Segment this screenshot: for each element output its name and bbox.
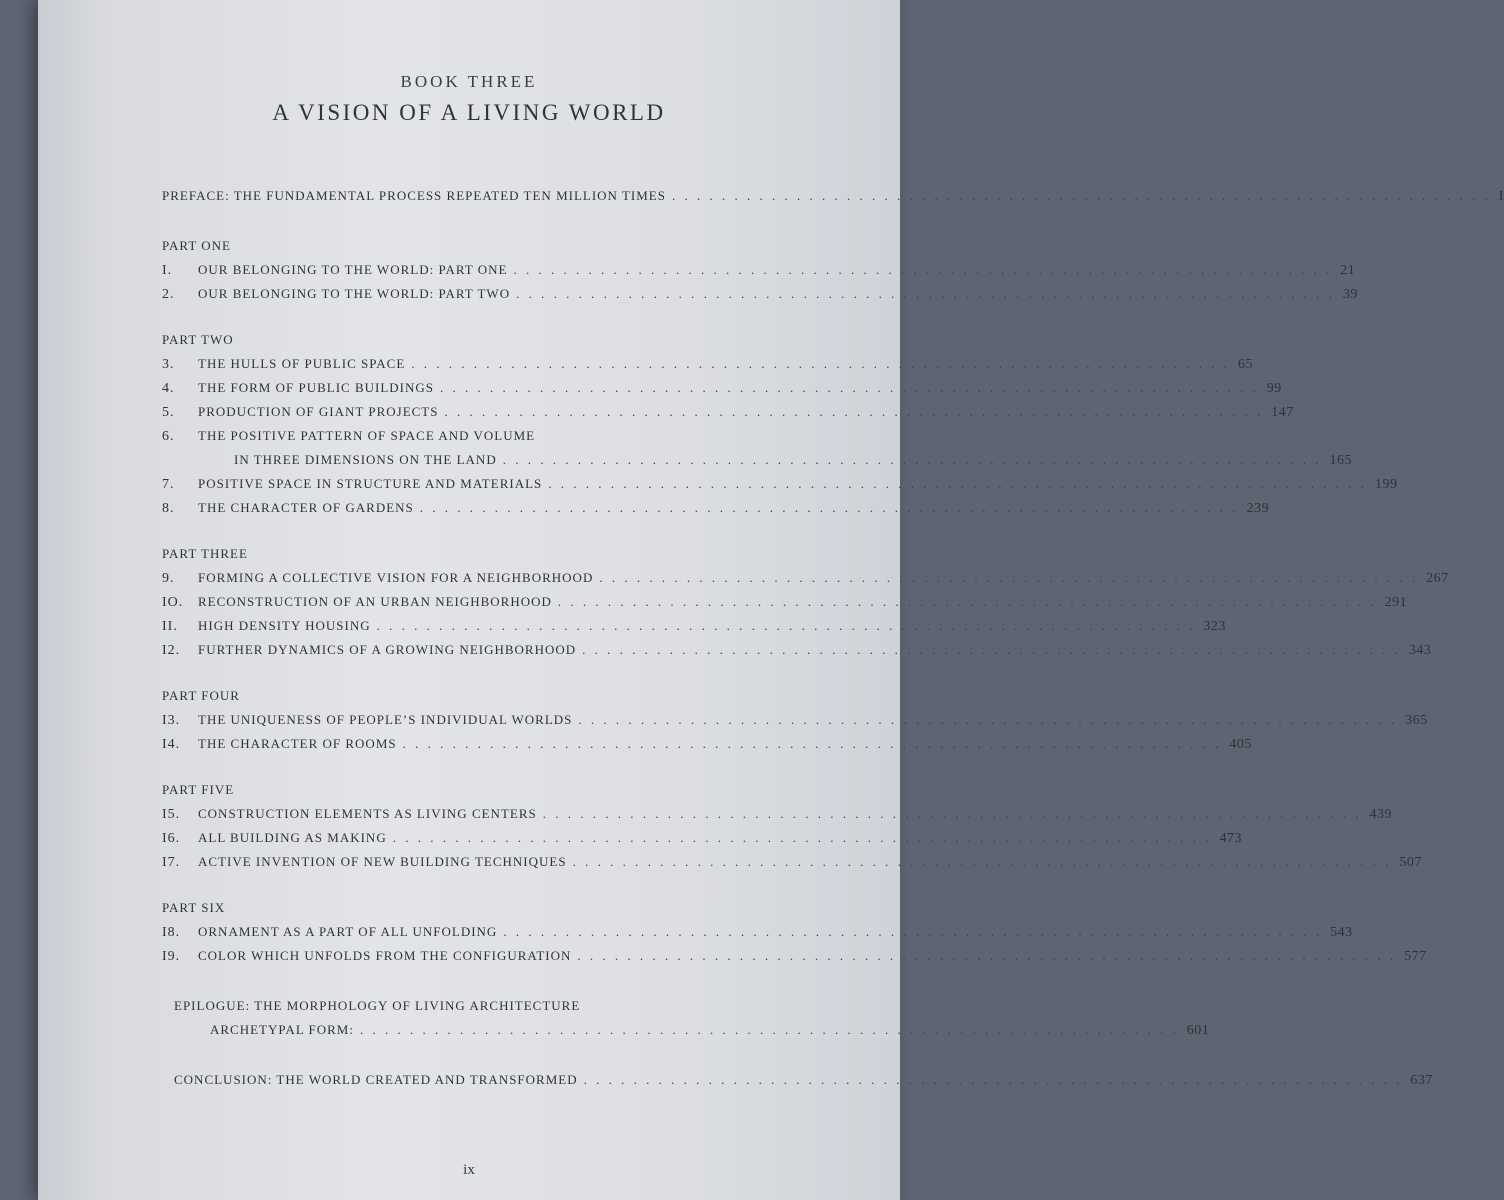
toc-entry-page: 65	[1238, 357, 1254, 372]
toc-entry-page: 39	[1342, 287, 1358, 302]
chapter-number: 2.	[162, 287, 175, 302]
toc-entry	[162, 638, 1432, 662]
toc-entry-title: CONCLUSION: THE WORLD CREATED AND TRANSFORMED	[174, 1072, 578, 1087]
toc-entry-title: EPILOGUE: THE MORPHOLOGY OF LIVING ARCHITECTURE	[174, 998, 581, 1013]
toc-entry-page: 323	[1203, 619, 1226, 634]
toc-entry-title: OUR BELONGING TO THE WORLD: PART ONE	[198, 262, 508, 277]
chapter-number: 6.	[162, 429, 175, 444]
chapter-number: I5.	[162, 807, 181, 822]
part-heading: PART FIVE	[162, 782, 235, 797]
toc-entry	[162, 708, 1428, 732]
toc-entry-title: ACTIVE INVENTION OF NEW BUILDING TECHNIQUES	[198, 854, 567, 869]
dot-leader	[510, 282, 1335, 306]
toc-entry-title: HIGH DENSITY HOUSING	[198, 618, 371, 633]
toc-entry	[162, 496, 1270, 520]
toc-entry-title: FURTHER DYNAMICS OF A GROWING NEIGHBORHOOD	[198, 642, 577, 657]
toc-entry-title: FORMING A COLLECTIVE VISION FOR A NEIGHBORHOOD	[198, 570, 594, 585]
part-heading: PART TWO	[162, 332, 234, 347]
book-title: A VISION OF A LIVING WORLD	[272, 100, 666, 125]
toc-entry	[162, 566, 1449, 590]
toc-entry	[162, 732, 1252, 756]
toc-entry-page: 165	[1329, 453, 1352, 468]
chapter-number: 5.	[162, 405, 175, 420]
toc-entry-continuation	[162, 448, 1352, 472]
toc-entry-page: 99	[1266, 381, 1282, 396]
toc-entry-epilogue	[162, 994, 758, 1018]
toc-entry	[162, 282, 1358, 306]
toc-entry-conclusion	[162, 1068, 1433, 1092]
toc-entry-page: 365	[1405, 713, 1428, 728]
dot-leader	[397, 732, 1222, 756]
part-heading: PART FOUR	[162, 688, 240, 703]
toc-entry-page: 405	[1229, 737, 1252, 752]
dot-leader	[537, 802, 1362, 826]
dot-leader	[552, 590, 1377, 614]
toc-entry-preface	[162, 184, 1504, 208]
toc-entry-page: 577	[1404, 949, 1427, 964]
dot-leader	[497, 920, 1322, 944]
toc-entry-page: 637	[1410, 1073, 1433, 1088]
part-heading: PART THREE	[162, 546, 248, 561]
toc-entry	[162, 352, 1254, 376]
toc-entry	[162, 850, 1422, 874]
toc-entry	[162, 614, 1226, 638]
toc-entry-title: CONSTRUCTION ELEMENTS AS LIVING CENTERS	[198, 806, 537, 821]
toc-entry	[162, 920, 1353, 944]
dot-leader	[542, 472, 1367, 496]
toc-entry-page: I	[1498, 189, 1504, 204]
toc-entry	[162, 826, 1242, 850]
toc-entry	[162, 590, 1408, 614]
toc-entry-title: THE UNIQUENESS OF PEOPLE’S INDIVIDUAL WORLDS	[198, 712, 573, 727]
toc-entry	[162, 424, 758, 448]
toc-entry-title: RECONSTRUCTION OF AN URBAN NEIGHBORHOOD	[198, 594, 552, 609]
toc-entry-page: 291	[1384, 595, 1408, 610]
toc-entry-title-continued: ARCHETYPAL FORM:	[210, 1022, 354, 1037]
dot-leader	[567, 850, 1392, 874]
chapter-number: 8.	[162, 501, 175, 516]
toc-entry	[162, 472, 1398, 496]
chapter-number: I8.	[162, 925, 181, 940]
chapter-number: 7.	[162, 477, 175, 492]
chapter-number: 3.	[162, 357, 175, 372]
toc-entry-continuation	[162, 1018, 1210, 1042]
toc-entry-page: 507	[1399, 855, 1422, 870]
part-heading: PART SIX	[162, 900, 226, 915]
toc-entry-page: 147	[1271, 405, 1294, 420]
chapter-number: 4.	[162, 381, 175, 396]
toc-entry-page: 543	[1330, 925, 1353, 940]
dot-leader	[434, 376, 1259, 400]
page-folio: ix	[463, 1162, 475, 1178]
chapter-number: I6.	[162, 831, 181, 846]
chapter-number: I9.	[162, 949, 181, 964]
dot-leader	[405, 352, 1230, 376]
book-page	[38, 0, 1504, 1200]
book-label: BOOK THREE	[400, 72, 538, 91]
dot-leader	[497, 448, 1322, 472]
toc-entry	[162, 400, 1294, 424]
toc-entry-page: 199	[1375, 477, 1398, 492]
toc-entry	[162, 376, 1282, 400]
toc-entry-page: 343	[1408, 643, 1432, 658]
dot-leader	[371, 614, 1196, 638]
toc-entry-title: THE FORM OF PUBLIC BUILDINGS	[198, 380, 435, 395]
dot-leader	[354, 1018, 1179, 1042]
toc-entry-page: 267	[1426, 571, 1449, 586]
toc-entry-title: POSITIVE SPACE IN STRUCTURE AND MATERIALS	[198, 476, 543, 491]
chapter-number: II.	[162, 619, 178, 634]
toc-entry-title: PREFACE: THE FUNDAMENTAL PROCESS REPEATED TEN MILLION TIMES	[162, 188, 666, 203]
chapter-number: I7.	[162, 855, 181, 870]
toc-entry	[162, 802, 1392, 826]
chapter-number: 9.	[162, 571, 175, 586]
toc-entry-title: COLOR WHICH UNFOLDS FROM THE CONFIGURATION	[198, 948, 572, 963]
dot-leader	[387, 826, 1212, 850]
table-of-contents	[162, 184, 1504, 1092]
dot-leader	[593, 566, 1418, 590]
part-heading: PART ONE	[162, 238, 231, 253]
toc-entry-title: PRODUCTION OF GIANT PROJECTS	[198, 404, 439, 419]
toc-entry-title: ORNAMENT AS A PART OF ALL UNFOLDING	[198, 924, 498, 939]
dot-leader	[414, 496, 1239, 520]
dot-leader	[571, 944, 1396, 968]
toc-entry	[162, 258, 1356, 282]
dot-leader	[438, 400, 1263, 424]
toc-entry-page: 439	[1369, 807, 1392, 822]
toc-entry-title: THE HULLS OF PUBLIC SPACE	[198, 356, 406, 371]
dot-leader	[666, 184, 1491, 208]
dot-leader	[572, 708, 1397, 732]
dot-leader	[576, 638, 1401, 662]
toc-entry-page: 239	[1246, 501, 1270, 516]
toc-entry-page: 21	[1340, 263, 1356, 278]
chapter-number: IO.	[162, 595, 184, 610]
toc-entry-title-continued: IN THREE DIMENSIONS ON THE LAND	[234, 452, 497, 467]
toc-entry-page: 601	[1186, 1023, 1210, 1038]
toc-entry-title: THE POSITIVE PATTERN OF SPACE AND VOLUME	[198, 428, 536, 443]
toc-entry-page: 473	[1219, 831, 1242, 846]
dot-leader	[507, 258, 1332, 282]
toc-entry-title: ALL BUILDING AS MAKING	[198, 830, 387, 845]
chapter-number: I2.	[162, 643, 181, 658]
toc-entry-title: OUR BELONGING TO THE WORLD: PART TWO	[198, 286, 511, 301]
chapter-number: I4.	[162, 737, 181, 752]
toc-entry-title: THE CHARACTER OF GARDENS	[198, 500, 414, 515]
chapter-number: I.	[162, 263, 173, 278]
dot-leader	[578, 1068, 1403, 1092]
chapter-number: I3.	[162, 713, 181, 728]
toc-entry-title: THE CHARACTER OF ROOMS	[198, 736, 397, 751]
toc-entry	[162, 944, 1427, 968]
